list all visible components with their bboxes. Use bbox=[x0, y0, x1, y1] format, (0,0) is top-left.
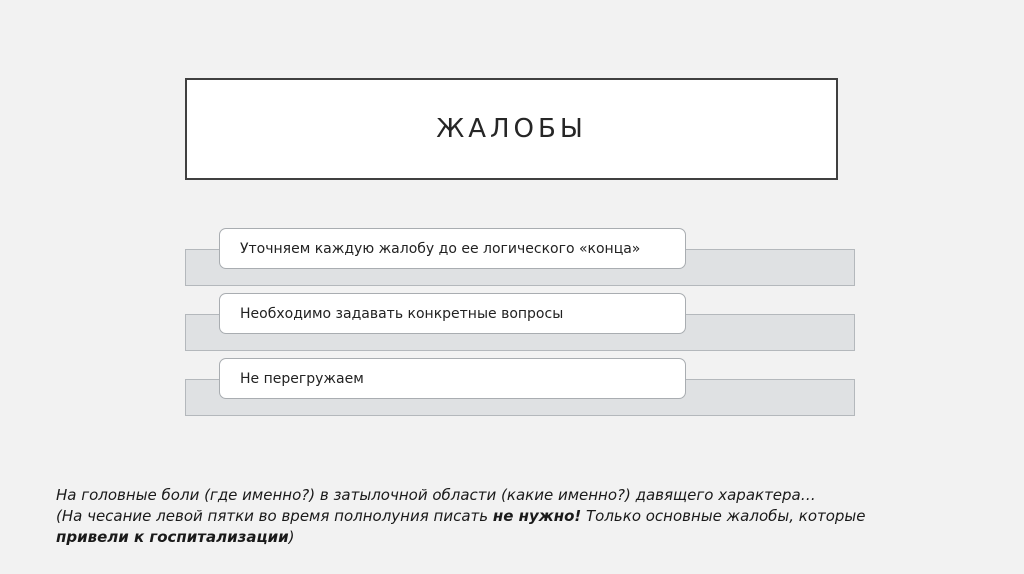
list-item-1 bbox=[219, 228, 686, 269]
list-item-label: Необходимо задавать конкретные вопросы bbox=[240, 305, 564, 322]
note-emphasis: не нужно! bbox=[492, 507, 582, 525]
list-item-label: Уточняем каждую жалобу до ее логического «конца» bbox=[240, 240, 641, 257]
note-text-span: Только основные жалобы, которые bbox=[581, 507, 866, 525]
note-text-span: ) bbox=[288, 528, 295, 546]
note-line-2 bbox=[56, 506, 956, 527]
slide-title-box bbox=[185, 78, 838, 180]
list-item-label: Не перегружаем bbox=[240, 370, 364, 387]
slide-title: ЖАЛОБЫ bbox=[436, 114, 587, 144]
list-item-2 bbox=[219, 293, 686, 334]
list-item-3 bbox=[219, 358, 686, 399]
note-text bbox=[56, 485, 956, 548]
note-text-span: (На чесание левой пятки во время полнолуния писать bbox=[56, 507, 493, 525]
note-line-1: На головные боли (где именно?) в затылочной области (какие именно?) давящего характера… bbox=[56, 486, 816, 504]
note-emphasis: привели к госпитализации bbox=[56, 528, 289, 546]
note-line-3 bbox=[56, 527, 956, 548]
